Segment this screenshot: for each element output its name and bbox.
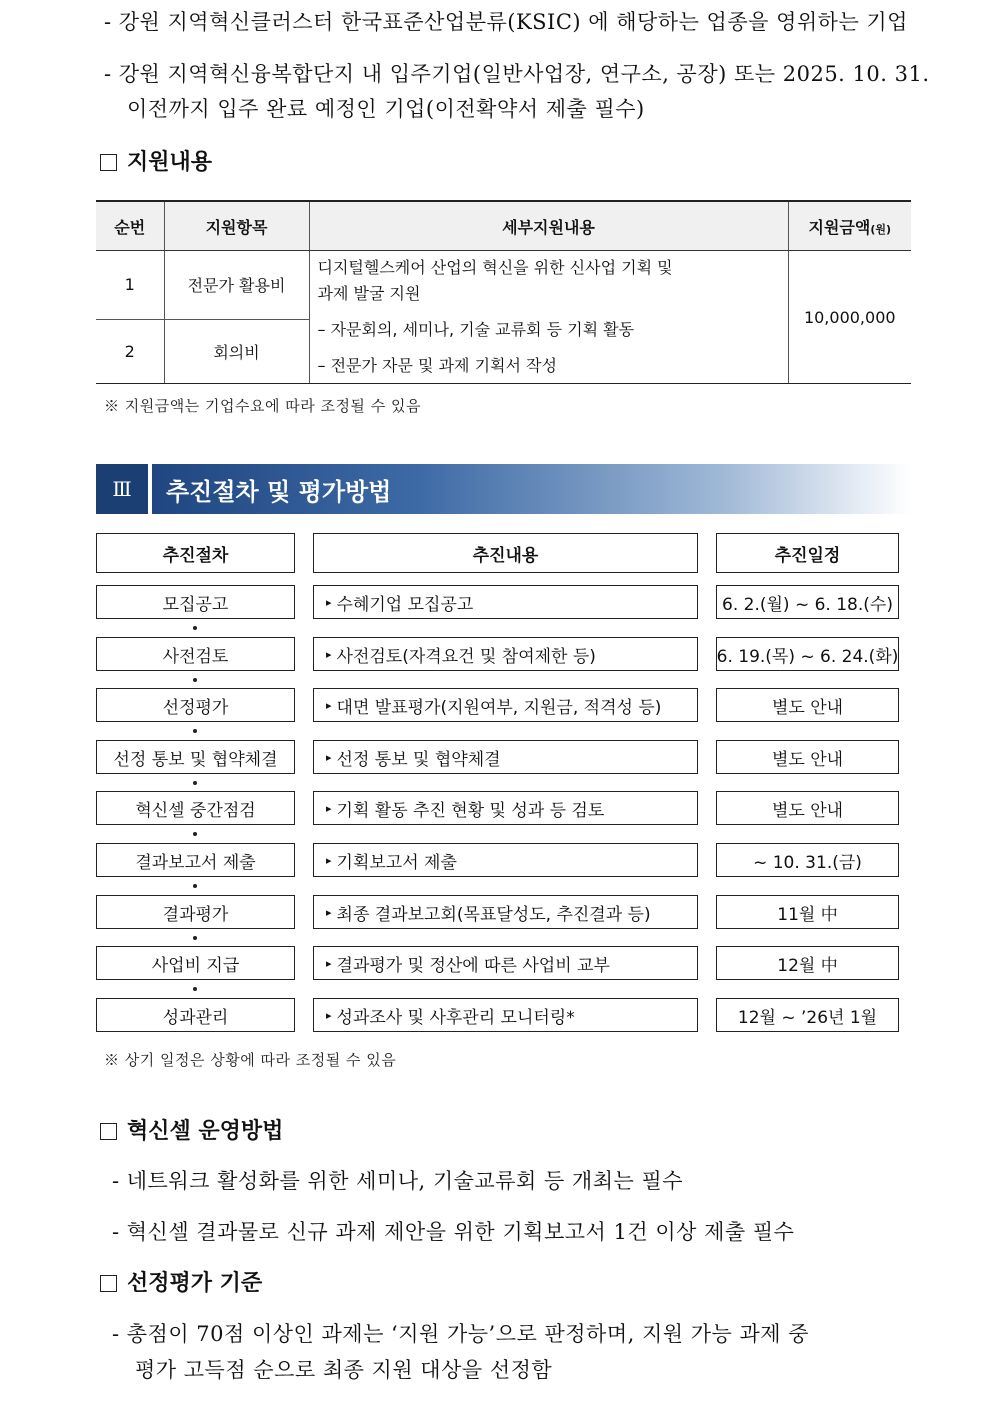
process-schedule — [716, 843, 899, 877]
detail-line-4: – 전문가 자문 및 과제 기획서 작성 — [317, 356, 557, 375]
process-content — [313, 843, 698, 877]
process-schedule-label: 6. 19.(목) ~ 6. 24.(화) — [716, 646, 899, 667]
process-schedule — [716, 637, 899, 671]
eligibility-line-1: - 강원 지역혁신클러스터 한국표준산업분류(KSIC) 에 해당하는 업종을 영위하는 기업 — [104, 10, 908, 34]
criteria-heading-text: 선정평가 기준 — [127, 1270, 263, 1296]
process-content — [313, 791, 698, 825]
process-step — [96, 791, 295, 825]
process-step — [96, 998, 295, 1032]
support-heading-text: 지원내용 — [127, 150, 213, 175]
process-step-label: 선정평가 — [162, 697, 229, 718]
flow-connector-dot — [193, 678, 197, 682]
triangle-bullet-icon: ▸ — [326, 595, 332, 609]
process-schedule — [716, 740, 899, 774]
triangle-bullet-icon: ▸ — [326, 647, 332, 661]
process-step-label: 결과보고서 제출 — [135, 852, 256, 873]
process-header-schedule: 추진일정 — [716, 533, 899, 573]
flow-connector-dot — [193, 987, 197, 991]
process-step — [96, 843, 295, 877]
eligibility-line-2a: - 강원 지역혁신융복합단지 내 입주기업(일반사업장, 연구소, 공장) 또는 2025. 10. 31. — [104, 62, 930, 86]
process-content — [313, 585, 698, 619]
process-content-label: 기획보고서 제출 — [336, 852, 457, 873]
triangle-bullet-icon: ▸ — [326, 905, 332, 919]
process-schedule — [716, 946, 899, 980]
process-step-label: 성과관리 — [162, 1007, 229, 1028]
process-content-label: 수혜기업 모집공고 — [336, 594, 474, 615]
process-step — [96, 895, 295, 929]
triangle-bullet-icon: ▸ — [326, 1008, 332, 1022]
detail-line-3: – 자문회의, 세미나, 기술 교류회 등 기획 활동 — [317, 320, 635, 339]
support-heading — [100, 145, 212, 176]
header-amount-label: 지원금액 — [808, 217, 871, 237]
triangle-bullet-icon: ▸ — [326, 698, 332, 712]
process-step-label: 결과평가 — [162, 904, 229, 925]
process-content-label: 대면 발표평가(지원여부, 지원금, 적격성 등) — [336, 697, 662, 718]
row-1-no: 1 — [96, 251, 164, 320]
checkbox-square-icon — [100, 1123, 117, 1140]
process-content-label: 사전검토(자격요건 및 참여제한 등) — [336, 646, 596, 667]
process-step-label: 혁신셀 중간점검 — [135, 800, 256, 821]
detail-line-2: 과제 발굴 지원 — [317, 284, 421, 303]
flow-connector-dot — [193, 729, 197, 733]
process-schedule — [716, 688, 899, 722]
process-step — [96, 740, 295, 774]
process-note: ※ 상기 일정은 상황에 따라 조정될 수 있음 — [104, 1051, 397, 1069]
section-number: Ⅲ — [96, 464, 148, 514]
flow-connector-dot — [193, 936, 197, 940]
header-no: 순번 — [96, 201, 164, 251]
process-content-label: 성과조사 및 사후관리 모니터링* — [336, 1007, 575, 1028]
section-banner — [96, 464, 911, 514]
process-step-label: 선정 통보 및 협약체결 — [113, 749, 278, 770]
process-schedule-label: 6. 2.(월) ~ 6. 18.(수) — [722, 594, 893, 615]
eligibility-line-2b: 이전까지 입주 완료 예정인 기업(이전확약서 제출 필수) — [127, 97, 645, 121]
checkbox-square-icon — [100, 154, 117, 171]
process-content-label: 결과평가 및 정산에 따른 사업비 교부 — [336, 955, 610, 976]
flow-connector-dot — [193, 626, 197, 630]
operation-heading-text: 혁신셀 운영방법 — [127, 1118, 284, 1144]
process-schedule — [716, 585, 899, 619]
triangle-bullet-icon: ▸ — [326, 853, 332, 867]
flow-connector-dot — [193, 884, 197, 888]
process-schedule-label: 별도 안내 — [771, 800, 844, 821]
process-schedule — [716, 791, 899, 825]
triangle-bullet-icon: ▸ — [326, 750, 332, 764]
process-step — [96, 688, 295, 722]
process-schedule-label: 12월 中 — [777, 955, 838, 976]
criteria-line-2: 평가 고득점 순으로 최종 지원 대상을 선정함 — [135, 1358, 553, 1382]
detail-cell — [309, 251, 788, 384]
section-title: 추진절차 및 평가방법 — [152, 464, 911, 514]
amount-value: 10,000,000 — [788, 251, 911, 384]
criteria-heading — [100, 1266, 262, 1297]
process-content — [313, 637, 698, 671]
process-content-label: 최종 결과보고회(목표달성도, 추진결과 등) — [336, 904, 651, 925]
operation-item-2: - 혁신셀 결과물로 신규 과제 제안을 위한 기획보고서 1건 이상 제출 필수 — [112, 1220, 795, 1244]
row-1-item: 전문가 활용비 — [164, 251, 309, 320]
process-content — [313, 946, 698, 980]
process-content — [313, 688, 698, 722]
process-step — [96, 946, 295, 980]
process-schedule-label: 11월 中 — [777, 904, 838, 925]
support-note: ※ 지원금액는 기업수요에 따라 조정될 수 있음 — [104, 397, 421, 415]
process-step-label: 사전검토 — [162, 646, 229, 667]
triangle-bullet-icon: ▸ — [326, 801, 332, 815]
process-schedule-label: ~ 10. 31.(금) — [753, 852, 862, 873]
criteria-line-1: - 총점이 70점 이상인 과제는 ‘지원 가능’으로 판정하며, 지원 가능 과제 중 — [112, 1322, 809, 1346]
process-schedule — [716, 895, 899, 929]
row-2-no: 2 — [96, 319, 164, 383]
process-content — [313, 895, 698, 929]
detail-line-1: 디지털헬스케어 산업의 혁신을 위한 신사업 기획 및 — [317, 258, 673, 277]
header-item: 지원항목 — [164, 201, 309, 251]
process-step — [96, 585, 295, 619]
process-schedule-label: 별도 안내 — [771, 749, 844, 770]
flow-connector-dot — [193, 832, 197, 836]
operation-item-1: - 네트워크 활성화를 위한 세미나, 기술교류회 등 개최는 필수 — [112, 1169, 684, 1193]
header-amount-unit: (원) — [870, 222, 891, 236]
process-step-label: 모집공고 — [162, 594, 229, 615]
support-table — [96, 200, 911, 384]
row-2-item: 회의비 — [164, 319, 309, 383]
process-content-label: 기획 활동 추진 현황 및 성과 등 검토 — [336, 800, 605, 821]
flow-connector-dot — [193, 781, 197, 785]
process-schedule-label: 12월 ~ ’26년 1월 — [737, 1007, 878, 1028]
operation-heading — [100, 1114, 283, 1145]
process-step — [96, 637, 295, 671]
process-schedule — [716, 998, 899, 1032]
process-content — [313, 998, 698, 1032]
process-header-step: 추진절차 — [96, 533, 295, 573]
header-amount — [788, 201, 911, 251]
triangle-bullet-icon: ▸ — [326, 956, 332, 970]
process-step-label: 사업비 지급 — [151, 955, 240, 976]
process-content — [313, 740, 698, 774]
process-header-content: 추진내용 — [313, 533, 698, 573]
checkbox-square-icon — [100, 1275, 117, 1292]
process-content-label: 선정 통보 및 협약체결 — [336, 749, 501, 770]
process-schedule-label: 별도 안내 — [771, 697, 844, 718]
header-detail: 세부지원내용 — [309, 201, 788, 251]
